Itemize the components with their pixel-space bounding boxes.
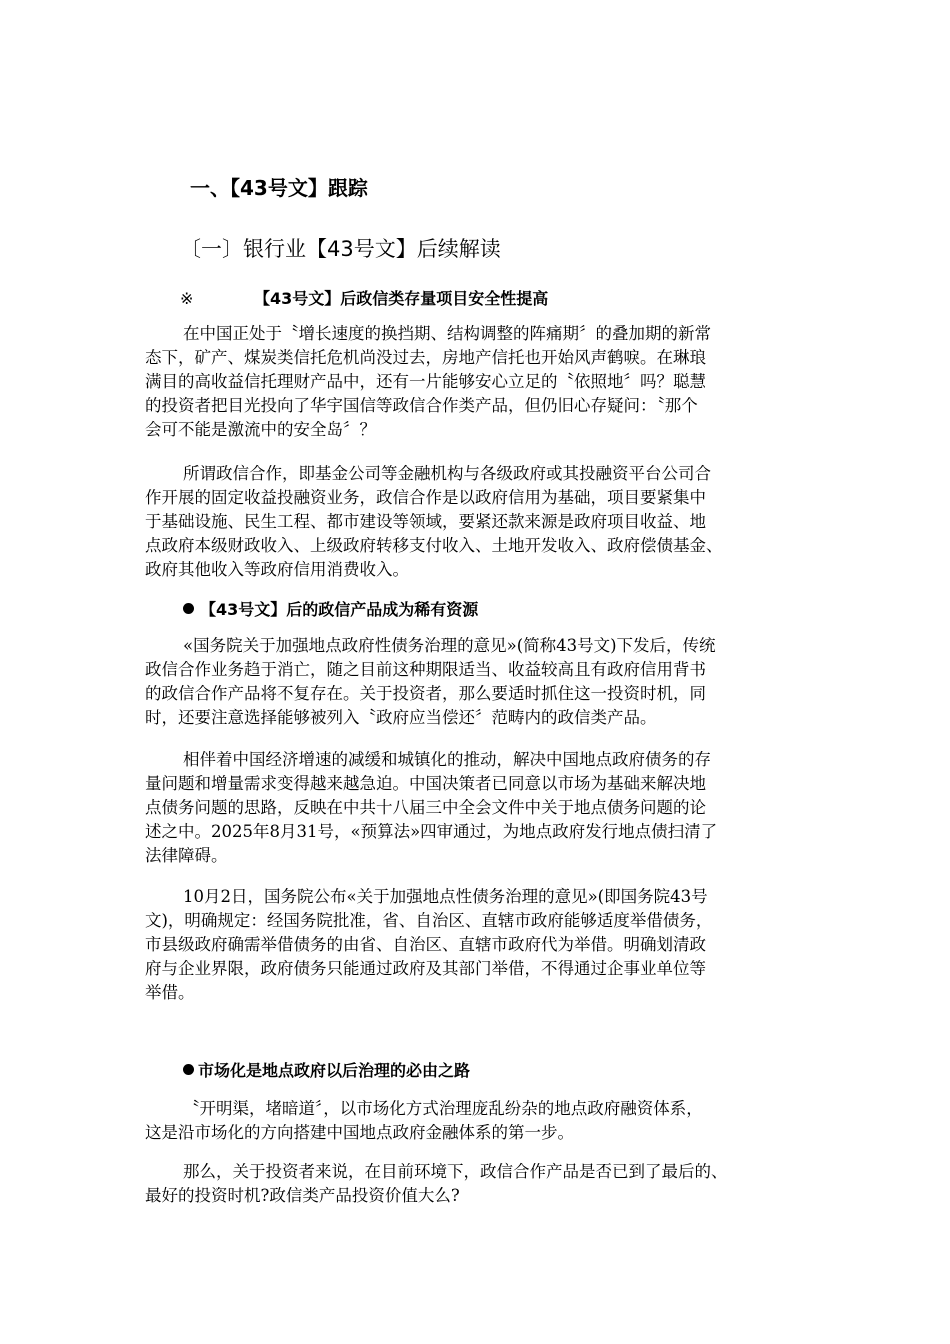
- paragraph-line: 〝开明渠，堵暗道〞，以市场化方式治理庞乱纷杂的地点政府融资体系，: [183, 1099, 703, 1118]
- paragraph-line: 点政府本级财政收入、上级政府转移支付收入、土地开发收入、政府偿债基金、: [145, 536, 723, 555]
- paragraph-line: 10月2日，国务院公布«关于加强地点性债务治理的意见»(即国务院43号: [183, 887, 708, 906]
- paragraph-line: 的政信合作产品将不复存在。关于投资者，那么要适时抓住这一投资时机，同: [145, 684, 706, 703]
- paragraph-line: 点债务问题的思路，反映在中共十八届三中全会文件中关于地点债务问题的论: [145, 798, 706, 817]
- paragraph-line: 府与企业界限，政府债务只能通过政府及其部门举借，不得通过企事业单位等: [145, 959, 706, 978]
- bullet-icon: [183, 603, 194, 614]
- section-3-heading: [183, 1059, 470, 1083]
- heading-2: 〔一〕银行业【43号文】后续解读: [180, 237, 501, 261]
- paragraph: [145, 322, 711, 442]
- paragraph-line: 市县级政府确需举借债务的由省、自治区、直辖市政府代为举借。明确划清政: [145, 935, 706, 954]
- paragraph-line: 这是沿市场化的方向搭建中国地点政府金融体系的第一步。: [145, 1123, 574, 1142]
- paragraph-line: 举借。: [145, 983, 195, 1002]
- paragraph-line: 于基础设施、民生工程、都市建设等领域，要紧还款来源是政府项目收益、地: [145, 512, 706, 531]
- paragraph-line: «国务院关于加强地点政府性债务治理的意见»(简称43号文)下发后，传统: [183, 636, 716, 655]
- paragraph-line: 量问题和增量需求变得越来越急迫。中国决策者已同意以市场为基础来解决地: [145, 774, 706, 793]
- paragraph-line: 述之中。2025年8月31号，«预算法»四审通过，为地点政府发行地点债扫清了: [145, 822, 718, 841]
- section-3-title: 市场化是地点政府以后治理的必由之路: [198, 1061, 471, 1080]
- paragraph: [145, 634, 716, 730]
- paragraph-line: 时，还要注意选择能够被列入〝政府应当偿还〞范畴内的政信类产品。: [145, 708, 657, 727]
- paragraph: [145, 462, 723, 582]
- section-1-title: 【43号文】后政信类存量项目安全性提高: [254, 289, 549, 308]
- reference-mark: ※: [180, 289, 194, 308]
- paragraph-line: 政府其他收入等政府信用消费收入。: [145, 560, 409, 579]
- paragraph-line: 会可不能是激流中的安全岛〞？: [145, 420, 376, 439]
- section-2-title: 【43号文】后的政信产品成为稀有资源: [200, 600, 479, 619]
- paragraph: [145, 748, 717, 868]
- heading-1: 一、【43号文】跟踪: [190, 176, 368, 200]
- paragraph-line: 政信合作业务趋于消亡，随之目前这种期限适当、收益较高且有政府信用背书: [145, 660, 706, 679]
- paragraph-line: 的投资者把目光投向了华宇国信等政信合作类产品，但仍旧心存疑问：〝那个: [145, 396, 698, 415]
- paragraph-line: 满目的高收益信托理财产品中，还有一片能够安心立足的〝依照地〞吗？聪慧: [145, 372, 706, 391]
- paragraph-line: 最好的投资时机?政信类产品投资价值大么?: [145, 1186, 460, 1205]
- paragraph: [145, 885, 712, 1005]
- paragraph-line: 在中国正处于〝增长速度的换挡期、结构调整的阵痛期〞的叠加期的新常: [183, 324, 711, 343]
- paragraph-line: 态下，矿产、煤炭类信托危机尚没过去，房地产信托也开始风声鹤唳。在琳琅: [145, 348, 706, 367]
- paragraph-line: 那么，关于投资者来说，在目前环境下，政信合作产品是否已到了最后的、: [183, 1162, 728, 1181]
- paragraph: [145, 1160, 728, 1208]
- paragraph-line: 文)，明确规定：经国务院批准，省、自治区、直辖市政府能够适度举借债务，: [145, 911, 713, 930]
- section-1-heading: [180, 287, 548, 311]
- paragraph-line: 相伴着中国经济增速的减缓和城镇化的推动，解决中国地点政府债务的存: [183, 750, 711, 769]
- paragraph-line: 法律障碍。: [145, 846, 228, 865]
- paragraph: [145, 1097, 703, 1145]
- paragraph-line: 作开展的固定收益投融资业务，政信合作是以政府信用为基础，项目要紧集中: [145, 488, 706, 507]
- section-2-heading: [183, 598, 478, 622]
- bullet-icon: [183, 1064, 194, 1075]
- paragraph-line: 所谓政信合作，即基金公司等金融机构与各级政府或其投融资平台公司合: [183, 464, 711, 483]
